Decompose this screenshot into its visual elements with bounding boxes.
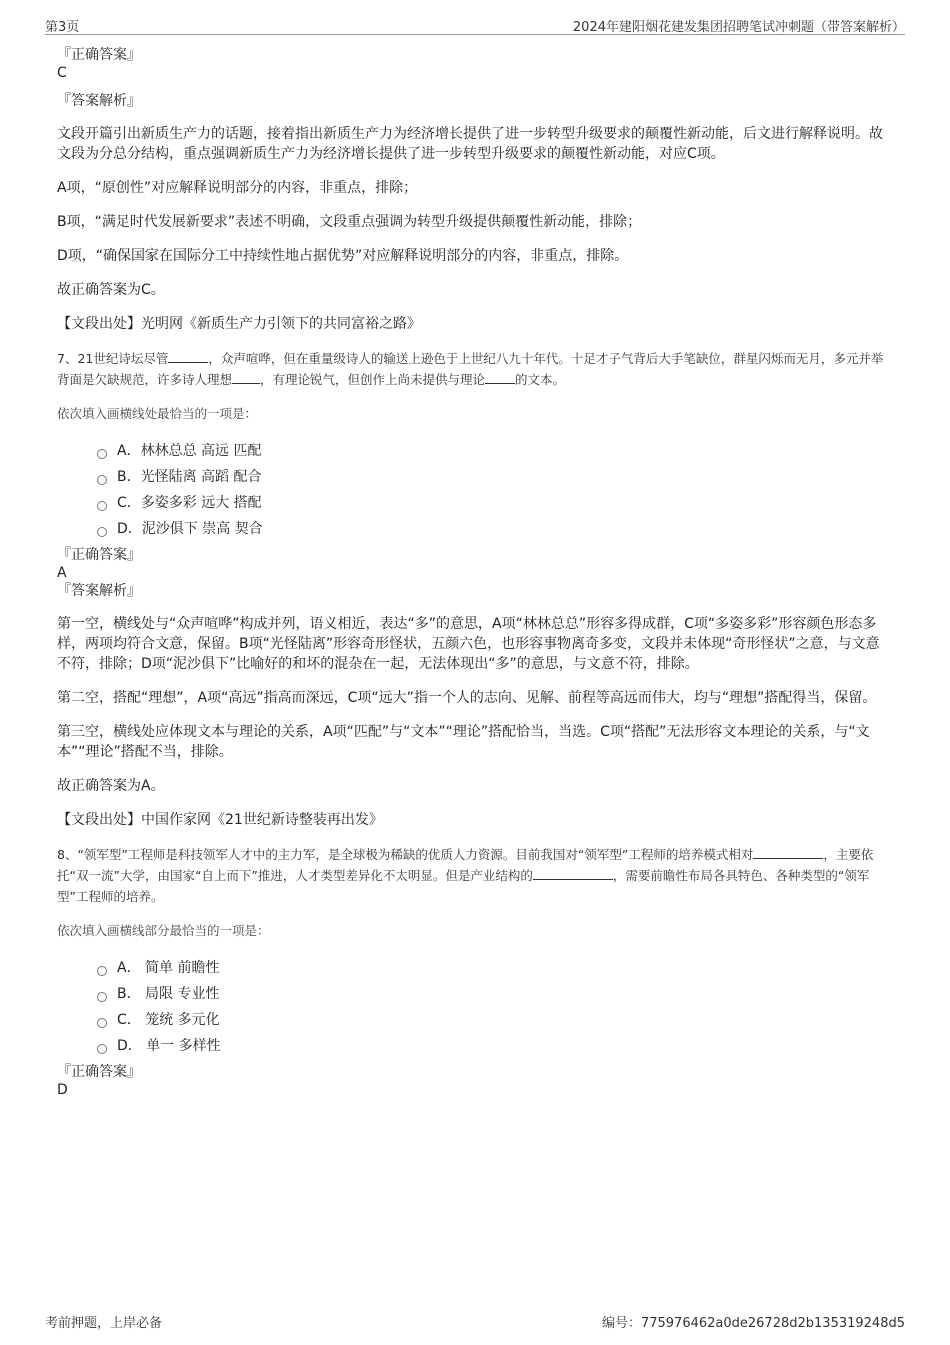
q8-option-a[interactable]	[97, 955, 892, 981]
document-id: 编号：775976462a0de26728d2b135319248d5	[601, 1316, 905, 1331]
document-body	[57, 46, 892, 1099]
radio-icon[interactable]	[97, 1044, 107, 1054]
option-label: B． 局限 专业性	[117, 986, 220, 1002]
q6-analysis-2: A项，“原创性”对应解释说明部分的内容，非重点，排除；	[57, 180, 418, 196]
q8-stem-part: 8、“领军型”工程师是科技领军人才中的主力军，是全球极为稀缺的优质人力资源。目前我国对“领军型”工程师的培养模式相对	[57, 847, 754, 862]
q7-source: 【文段出处】中国作家网《21世纪新诗整装再出发》	[57, 812, 383, 828]
answer-label: 『正确答案』	[57, 547, 141, 563]
radio-icon[interactable]	[97, 501, 107, 511]
q8-stem-part: ，需要前瞻性布局各具特色、各种类型的“领军型”工程师的培养。	[57, 868, 870, 904]
q8-prompt: 依次填入画横线部分最恰当的一项是：	[57, 923, 270, 938]
q7-prompt: 依次填入画横线处最恰当的一项是：	[57, 406, 258, 421]
q7-option-c[interactable]	[97, 490, 892, 516]
q7-options	[97, 438, 892, 542]
q7-option-a[interactable]	[97, 438, 892, 464]
q7-analysis-3: 第三空，横线处应体现文本与理论的关系，A项“匹配”与“文本”“理论”搭配恰当，当选。C项“搭配”无法形容文本理论的关系，与“文本”“理论”搭配不当，排除。	[57, 724, 870, 760]
q6-analysis-1: 文段开篇引出新质生产力的话题，接着指出新质生产力为经济增长提供了进一步转型升级要求的颠覆性新动能，后文进行解释说明。故文段为分总分结构，重点强调新质生产力为经济增长提供了进一步转型升级要求的颠覆性新动能，对应C项。	[57, 126, 883, 162]
option-label: A． 简单 前瞻性	[117, 960, 220, 976]
document-title: 2024年建阳烟花建发集团招聘笔试冲刺题（带答案解析）	[572, 20, 905, 35]
q7-stem-part: 的文本。	[515, 372, 566, 387]
option-label: A．林林总总 高远 匹配	[117, 443, 262, 459]
q7-answer: A	[57, 565, 67, 581]
option-label: B．光怪陆离 高蹈 配合	[117, 469, 262, 485]
radio-icon[interactable]	[97, 449, 107, 459]
q8-option-c[interactable]	[97, 1007, 892, 1033]
radio-icon[interactable]	[97, 1018, 107, 1028]
q6-analysis-5: 故正确答案为C。	[57, 282, 165, 298]
answer-label: 『正确答案』	[57, 1064, 141, 1080]
fill-blank	[485, 371, 515, 384]
q6-source: 【文段出处】光明网《新质生产力引领下的共同富裕之路》	[57, 316, 421, 332]
radio-icon[interactable]	[97, 966, 107, 976]
q7-analysis-4: 故正确答案为A。	[57, 778, 165, 794]
q6-analysis-4: D项，“确保国家在国际分工中持续性地占据优势”对应解释说明部分的内容，非重点，排除。	[57, 248, 629, 264]
q8-stem	[57, 844, 892, 907]
q8-answer: D	[57, 1082, 68, 1098]
q8-option-d[interactable]	[97, 1033, 892, 1059]
page-number: 第3页	[45, 20, 80, 35]
q7-stem	[57, 348, 892, 390]
fill-blank	[533, 867, 613, 880]
fill-blank	[232, 371, 260, 384]
q6-analysis-3: B项，“满足时代发展新要求”表述不明确，文段重点强调为转型升级提供颠覆性新动能，排除；	[57, 214, 642, 230]
analysis-label: 『答案解析』	[57, 583, 141, 599]
q7-option-b[interactable]	[97, 464, 892, 490]
q7-stem-part: ，有理论锐气，但创作上尚未提供与理论	[260, 372, 486, 387]
footer-slogan: 考前押题，上岸必备	[45, 1316, 163, 1331]
answer-label: 『正确答案』	[57, 47, 141, 63]
q7-stem-part: 7、21世纪诗坛尽管	[57, 351, 169, 366]
fill-blank	[168, 350, 208, 363]
option-label: D． 单一 多样性	[117, 1038, 221, 1054]
q7-stem-part: ，众声喧哗，但在重量级诗人的输送上逊色于上世纪八九十年代。十足才子气背后大手笔缺位，群星闪烁而无月，多元并举背面是欠缺规范，许多诗人理想	[57, 351, 884, 387]
option-label: C．多姿多彩 远大 搭配	[117, 495, 262, 511]
analysis-label: 『答案解析』	[57, 93, 141, 109]
q8-options	[97, 955, 892, 1059]
fill-blank	[753, 846, 823, 859]
page-header	[45, 14, 905, 35]
q8-option-b[interactable]	[97, 981, 892, 1007]
q7-analysis-1: 第一空，横线处与“众声喧哗”构成并列，语义相近，表达“多”的意思，A项“林林总总”形容多得成群，C项“多姿多彩”形容颜色形态多样，两项均符合文意，保留。B项“光怪陆离”形容奇形怪状，五颜六色，也形容事物离奇多变，文段并未体现“奇形怪状”之意，与文意不符，排除；D项“泥沙俱下”比喻好的和坏的混杂在一起，无法体现出“多”的意思，与文意不符，排除。	[57, 616, 880, 672]
radio-icon[interactable]	[97, 992, 107, 1002]
q6-answer: C	[57, 65, 67, 81]
q8-stem-part: ，主要依托“双一流”大学，由国家“自上而下”推进，人才类型差异化不太明显。但是产业结构的	[57, 847, 874, 883]
radio-icon[interactable]	[97, 475, 107, 485]
q7-option-d[interactable]	[97, 516, 892, 542]
option-label: C． 笼统 多元化	[117, 1012, 220, 1028]
radio-icon[interactable]	[97, 527, 107, 537]
q7-analysis-2: 第二空，搭配“理想”，A项“高远”指高而深远，C项“远大”指一个人的志向、见解、前程等高远而伟大，均与“理想”搭配得当，保留。	[57, 690, 877, 706]
option-label: D．泥沙俱下 崇高 契合	[117, 521, 263, 537]
